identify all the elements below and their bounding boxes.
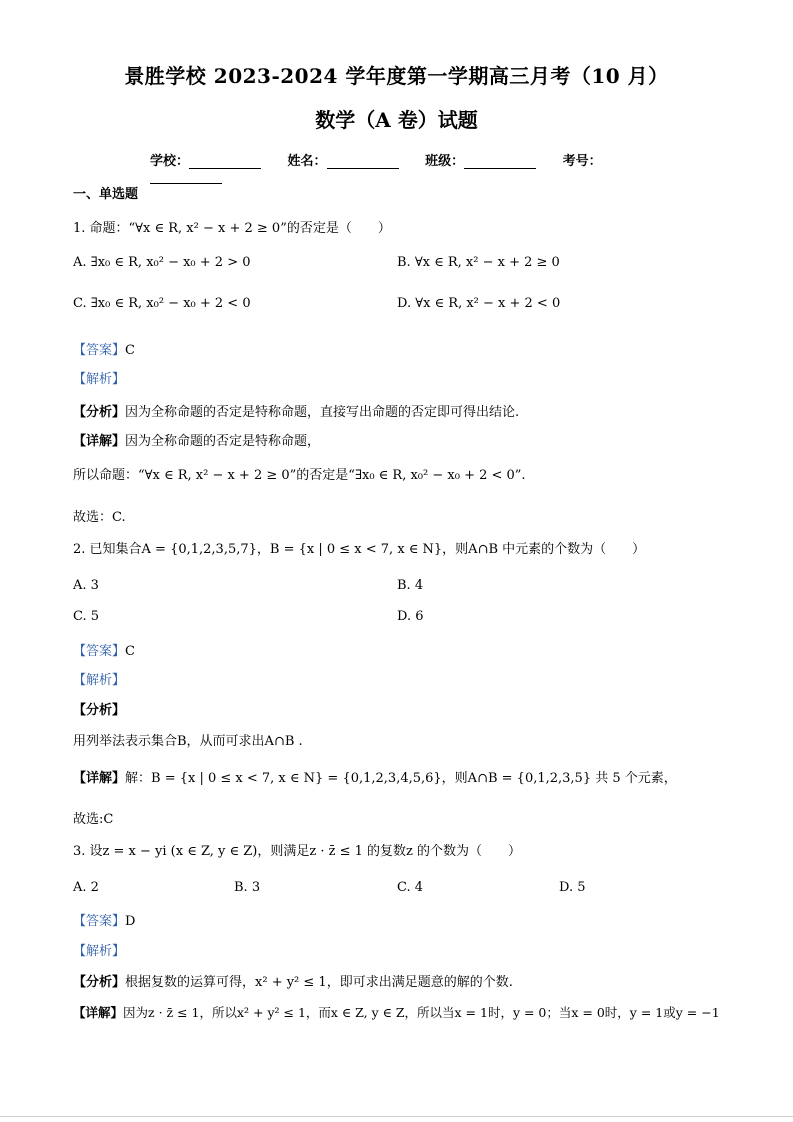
school-blank[interactable] [189,156,261,169]
q1-option-c: C. ∃x₀ ∈ R, x₀² − x₀ + 2 < 0 [73,296,251,311]
exam-subtitle: 数学（A 卷）试题 [315,108,478,132]
q3-fenxi: 根据复数的运算可得，x² + y² ≤ 1，即可求出满足题意的解的个数. [125,975,513,990]
answer-tag: 【答案】 [73,914,126,929]
class-blank[interactable] [464,156,536,169]
q3-option-a: A. 2 [73,880,99,895]
q1-stem: 1. 命题：“∀x ∈ R, x² − x + 2 ≥ 0”的否定是（ ） [73,221,391,236]
q3-answer-line [73,910,135,929]
q3-option-c: C. 4 [397,880,424,895]
q1-xiangjie-line [73,430,320,449]
q1-solution-line: 所以命题：“∀x ∈ R, x² − x + 2 ≥ 0”的否定是“∃x₀ ∈ R, x₀² − x₀ + 2 < 0”. [73,468,526,483]
exam-number-label: 考号： [562,154,602,169]
q3-xiangjie: 因为z · z̄ ≤ 1，所以x² + y² ≤ 1，而x ∈ Z, y ∈ Z，所以当x = 1时，y = 0；当x = 0时，y = 1或y = −1 [123,1005,720,1020]
answer-tag: 【答案】 [73,644,126,659]
q1-option-a: A. ∃x₀ ∈ R, x₀² − x₀ + 2 > 0 [73,255,251,270]
q2-xiangjie: 解：B = {x | 0 ≤ x < 7, x ∈ N} = {0,1,2,3,4,5,6}，则A∩B = {0,1,2,3,5} 共 5 个元素， [125,771,677,786]
q1-fenxi-line [73,401,519,420]
q1-answer-line [73,339,135,358]
q1-fenxi: 因为全称命题的否定是特称命题，直接写出命题的否定即可得出结论. [125,405,520,420]
q2-answer: C [125,644,135,659]
fenxi-tag: 【分析】 [73,975,126,990]
q2-option-b: B. 4 [397,578,424,593]
q1-option-b: B. ∀x ∈ R, x² − x + 2 ≥ 0 [397,255,560,270]
school-label: 学校： [150,154,190,169]
xiangjie-tag: 【详解】 [73,434,126,449]
q1-xiangjie: 因为全称命题的否定是特称命题， [125,434,321,449]
exam-title: 景胜学校 2023-2024 学年度第一学期高三月考（10 月） [124,64,669,88]
q2-option-d: D. 6 [397,609,424,624]
page-bottom-rule [0,1116,793,1117]
q2-option-a: A. 3 [73,578,99,593]
section-title: 一、单选题 [73,187,139,202]
q3-analysis-tag: 【解析】 [73,944,126,959]
name-blank[interactable] [327,156,399,169]
fenxi-tag: 【分析】 [73,405,126,420]
q2-option-c: C. 5 [73,609,100,624]
exam-number-blank[interactable] [150,171,222,184]
xiangjie-tag: 【详解】 [73,1005,124,1020]
q2-stem: 2. 已知集合A = {0,1,2,3,5,7}，B = {x | 0 ≤ x < 7, x ∈ N}，则A∩B 中元素的个数为（ ） [73,542,646,557]
name-label: 姓名： [287,154,327,169]
q2-fenxi-tag: 【分析】 [73,703,126,718]
q2-choose: 故选:C [73,812,114,827]
q3-option-d: D. 5 [559,880,586,895]
q3-stem: 3. 设z = x − yi (x ∈ Z, y ∈ Z)，则满足z · z̄ ≤ 1 的复数z 的个数为（ ） [73,844,521,859]
answer-tag: 【答案】 [73,343,126,358]
q2-answer-line [73,640,135,659]
q1-option-d: D. ∀x ∈ R, x² − x + 2 < 0 [397,296,561,311]
q2-analysis-tag: 【解析】 [73,673,126,688]
q3-xiangjie-line [73,1003,720,1021]
student-info-line [150,150,670,184]
q1-choose: 故选：C. [73,510,126,525]
q2-xiangjie-line [73,767,677,786]
q1-answer: C [125,343,135,358]
q3-fenxi-line [73,971,513,990]
xiangjie-tag: 【详解】 [73,771,126,786]
class-label: 班级： [425,154,465,169]
q3-answer: D [125,914,136,929]
q3-option-b: B. 3 [234,880,261,895]
q1-analysis-tag: 【解析】 [73,372,126,387]
q2-fenxi: 用列举法表示集合B，从而可求出A∩B . [73,734,303,749]
